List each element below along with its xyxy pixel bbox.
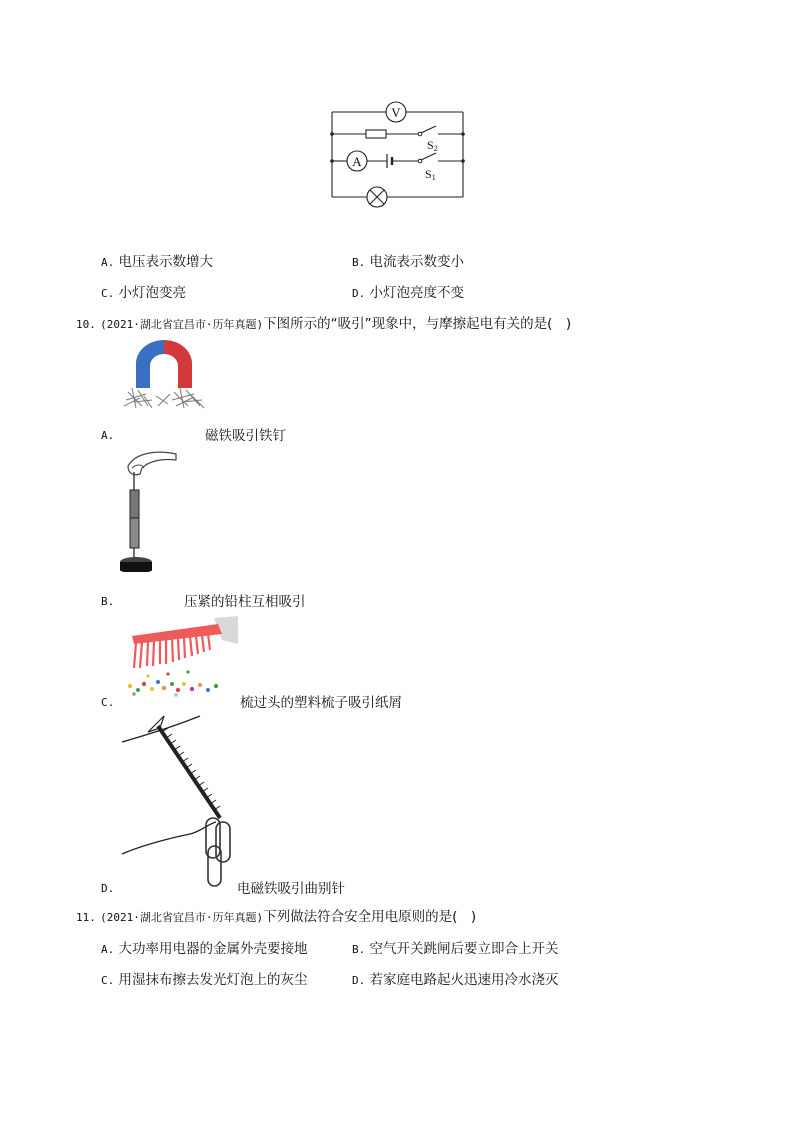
q10-source: (2021·湖北省宜昌市·历年真题) — [100, 318, 264, 331]
q10-option-a[interactable]: A. — [101, 429, 115, 442]
q10-option-b[interactable]: B. — [101, 595, 115, 608]
voltmeter-label: V — [391, 105, 401, 120]
q11-option-a[interactable]: A. 大功率用电器的金属外壳要接地 — [101, 941, 308, 957]
switch-s2-icon — [418, 132, 422, 136]
lamp-icon — [367, 187, 387, 207]
ammeter-label: A — [352, 154, 362, 169]
q11-option-d[interactable]: D. 若家庭电路起火迅速用冷水浇灭 — [352, 972, 559, 988]
circuit-diagram — [320, 98, 480, 210]
q11-question: 下列做法符合安全用电原则的是( ) — [263, 909, 477, 925]
magnet-image — [122, 336, 206, 410]
s1-label: S1 — [425, 167, 436, 182]
q11-number: 11. — [76, 911, 96, 924]
q10-number: 10. — [76, 318, 96, 331]
q10-option-d[interactable]: D. — [101, 882, 115, 895]
lead-cylinders-image — [118, 444, 182, 572]
q9-option-c[interactable]: C. 小灯泡变亮 — [101, 285, 187, 301]
q10-caption-d: 电磁铁吸引曲别针 — [237, 881, 345, 897]
q10-stem — [76, 312, 571, 332]
q9-option-a[interactable]: A. 电压表示数增大 — [101, 254, 214, 270]
q10-option-c[interactable]: C. — [101, 696, 115, 709]
s2-label: S2 — [427, 138, 438, 153]
comb-paper-image — [122, 614, 238, 700]
q9-option-d[interactable]: D. 小灯泡亮度不变 — [352, 285, 465, 301]
q10-caption-b: 压紧的铅柱互相吸引 — [184, 594, 306, 610]
q10-caption-c: 梳过头的塑料梳子吸引纸屑 — [240, 695, 402, 711]
q11-option-c[interactable]: C. 用湿抹布擦去发光灯泡上的灰尘 — [101, 972, 308, 988]
battery-icon — [387, 154, 392, 168]
q10-question: 下图所示的“吸引”现象中，与摩擦起电有关的是( ) — [263, 316, 572, 332]
switch-s1-icon — [418, 159, 422, 163]
q11-source: (2021·湖北省宜昌市·历年真题) — [100, 911, 264, 924]
q11-option-b[interactable]: B. 空气开关跳闸后要立即合上开关 — [352, 941, 559, 957]
q11-stem — [76, 905, 476, 925]
q9-option-b[interactable]: B. 电流表示数变小 — [352, 254, 465, 270]
q10-caption-a: 磁铁吸引铁钉 — [205, 428, 286, 444]
electromagnet-image — [120, 714, 242, 892]
